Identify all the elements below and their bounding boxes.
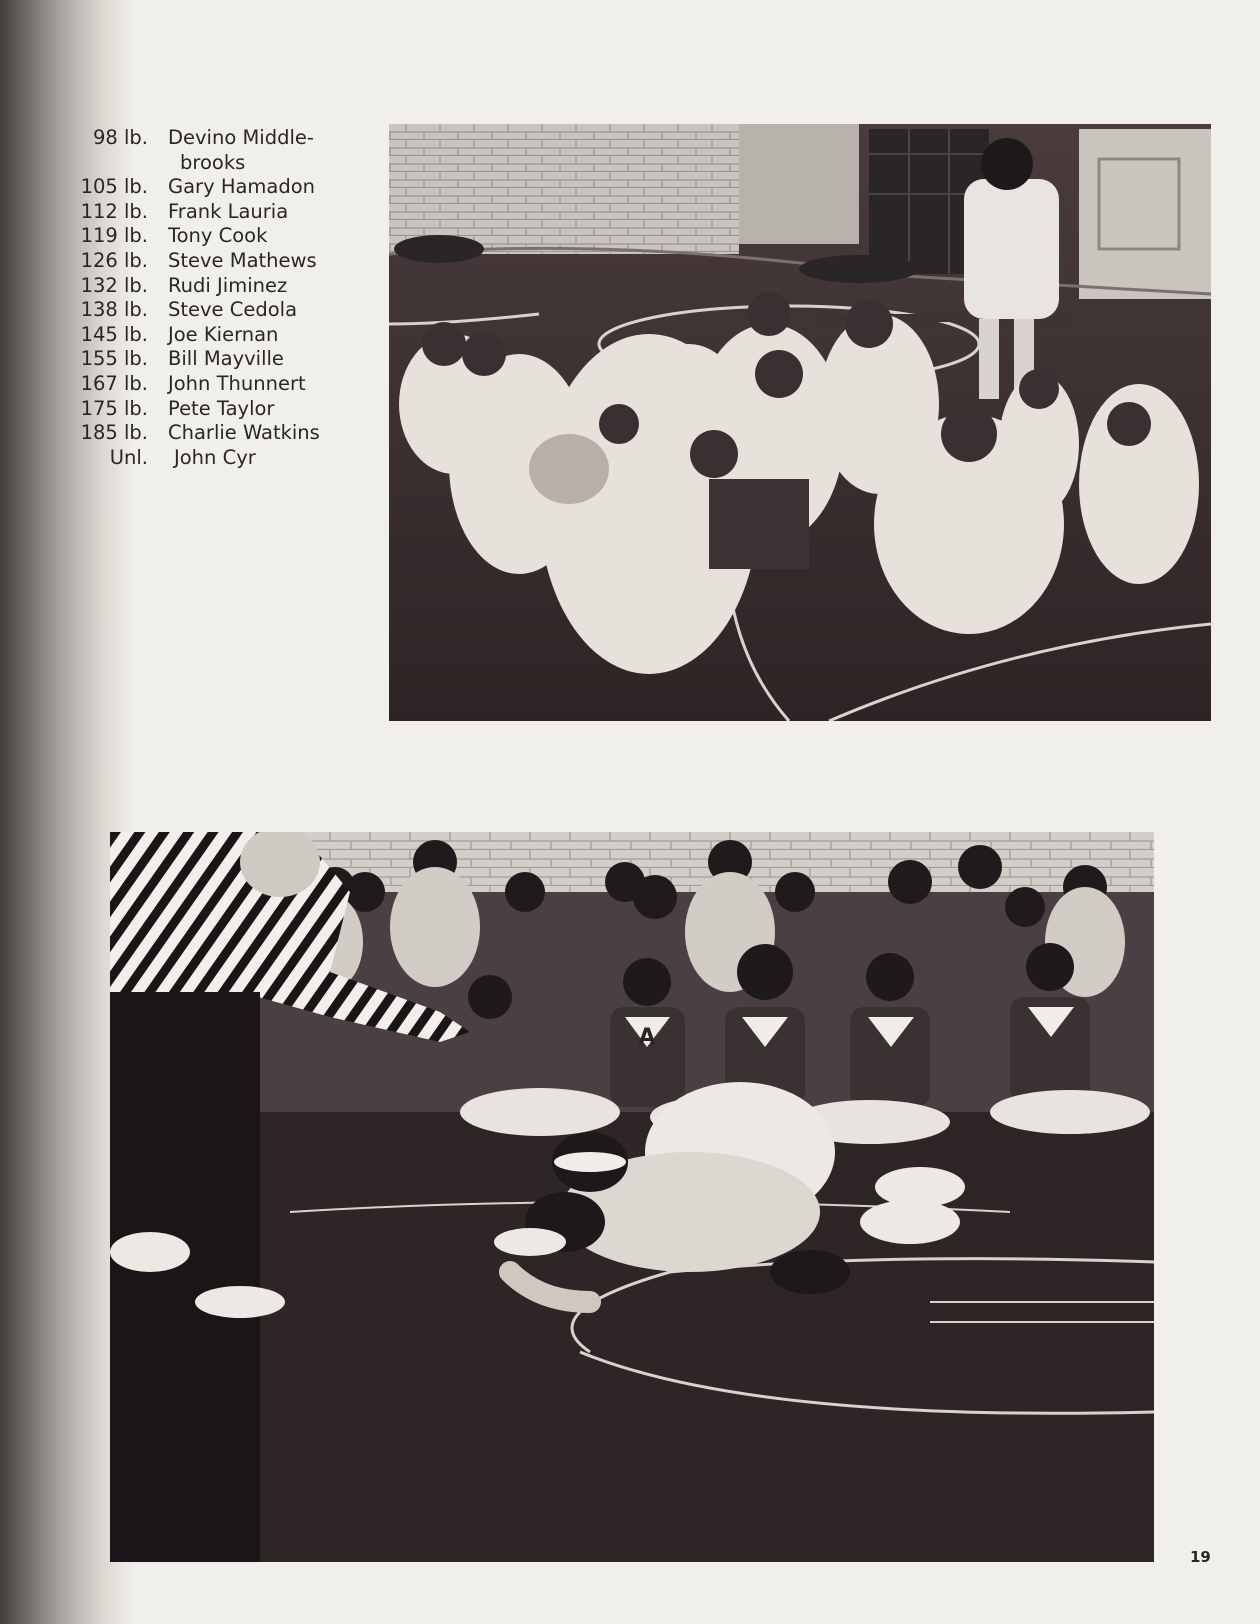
roster-name: Rudi Jiminez <box>168 273 288 297</box>
wrestling-match-illustration <box>110 832 1154 1562</box>
roster-weight: 105 lb. <box>80 175 148 199</box>
roster-weight: 119 lb. <box>80 224 148 248</box>
svg-text:A: A <box>638 1025 656 1050</box>
roster-name: Gary Hamadon <box>168 175 316 199</box>
roster-weight: 185 lb. <box>80 421 148 445</box>
roster-row <box>60 372 350 397</box>
roster-name: Pete Taylor <box>168 396 275 420</box>
roster-name: Steve Mathews <box>168 248 317 272</box>
roster-weight: 175 lb. <box>80 396 148 420</box>
team-huddle-photo <box>389 124 1211 721</box>
roster-row <box>60 200 350 225</box>
roster-weight: 167 lb. <box>80 371 148 395</box>
roster-name: Devino Middle- <box>168 126 314 149</box>
roster-row <box>60 397 350 422</box>
roster-row <box>60 274 350 299</box>
roster-weight: Unl. <box>109 445 148 469</box>
roster-weight: 138 lb. <box>80 298 148 322</box>
roster-row <box>60 224 350 249</box>
roster-row <box>60 151 350 176</box>
roster-row <box>60 298 350 323</box>
team-roster <box>60 126 350 470</box>
roster-name: Joe Kiernan <box>168 322 279 346</box>
roster-name-continued: brooks <box>180 150 246 174</box>
roster-weight: 155 lb. <box>80 347 148 371</box>
roster-row <box>60 126 350 151</box>
roster-row <box>60 249 350 274</box>
roster-weight: 126 lb. <box>80 248 148 272</box>
roster-weight: 98 lb. <box>92 126 148 149</box>
roster-row <box>60 175 350 200</box>
roster-name: John Thunnert <box>168 371 306 395</box>
roster-weight: 112 lb. <box>80 199 148 223</box>
roster-row <box>60 421 350 446</box>
roster-name: Charlie Watkins <box>168 421 320 445</box>
roster-name: Steve Cedola <box>168 298 298 322</box>
roster-name: Tony Cook <box>168 224 268 248</box>
roster-weight: 145 lb. <box>80 322 148 346</box>
team-huddle-illustration <box>389 124 1211 721</box>
roster-name: John Cyr <box>174 445 256 469</box>
page-number: 19 <box>1190 1548 1211 1566</box>
roster-name: Frank Lauria <box>168 199 289 223</box>
roster-row <box>60 347 350 372</box>
wrestling-match-photo <box>110 832 1154 1562</box>
roster-row <box>60 446 350 471</box>
roster-name: Bill Mayville <box>168 347 284 371</box>
roster-weight: 132 lb. <box>80 273 148 297</box>
roster-row <box>60 323 350 348</box>
